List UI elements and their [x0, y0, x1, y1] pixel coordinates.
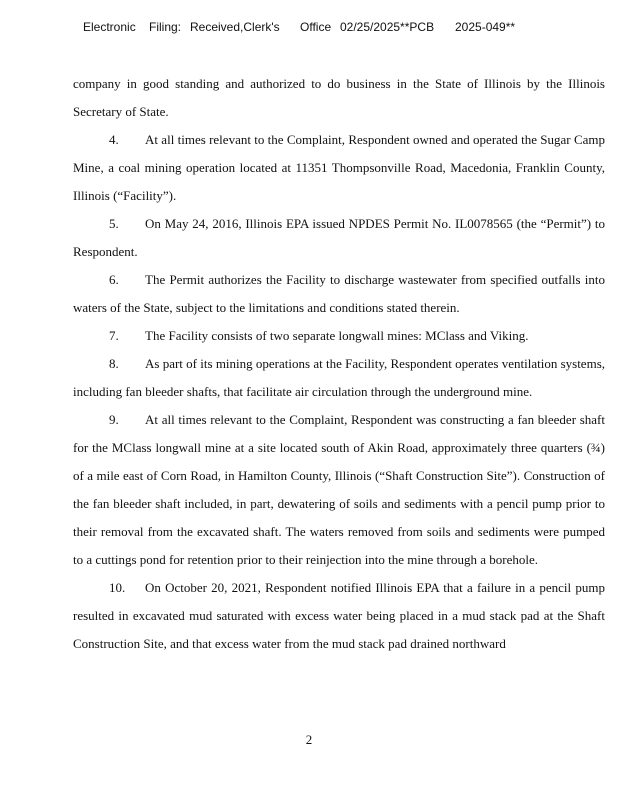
paragraph-number: 8.: [109, 356, 119, 371]
paragraph-3-continued: [73, 70, 605, 126]
paragraph-5: [73, 210, 605, 266]
header-filing: Filing:: [149, 20, 182, 34]
paragraph-text: On May 24, 2016, Illinois EPA issued NPDES Permit No. IL0078565 (the “Permit”) to Respondent.: [73, 216, 605, 259]
document-body: [73, 70, 605, 658]
paragraph-9: [73, 406, 605, 574]
paragraph-number: 10.: [109, 580, 126, 595]
paragraph-text: At all times relevant to the Complaint, Respondent was constructing a fan bleeder shaft for the MClass longwall mine at a site located south of Akin Road, approximately three quarters (¾) of a mile east of Corn Road, in Hamilton County, Illinois (“Shaft Construction Site”). Construction of the fan bleeder shaft included, in part, dewatering of soils and sediments with a pencil pump prior to their removal from the excavated shaft. The waters removed from soils and sediments were pumped to a cuttings pond for retention prior to their reinjection into the mine through a borehole.: [73, 412, 605, 567]
paragraph-8: [73, 350, 605, 406]
paragraph-7: [73, 322, 605, 350]
paragraph-number: 9.: [109, 412, 119, 427]
paragraph-10: [73, 574, 605, 658]
paragraph-text: The Facility consists of two separate longwall mines: MClass and Viking.: [145, 328, 529, 343]
header-received: Received,Clerk's: [190, 20, 280, 34]
header-case-number: 2025-049**: [455, 20, 516, 34]
header-date: 02/25/2025**PCB: [340, 20, 435, 34]
paragraph-text: As part of its mining operations at the Facility, Respondent operates ventilation systems, including fan bleeder shafts, that facilitate air circulation through the underground mine.: [73, 356, 605, 399]
page-number: 2: [305, 732, 313, 747]
header-office: Office: [300, 20, 332, 34]
header-electronic: Electronic: [83, 20, 136, 34]
paragraph-text: company in good standing and authorized to do business in the State of Illinois by the Illinois Secretary of State.: [73, 76, 605, 119]
paragraph-text: At all times relevant to the Complaint, Respondent owned and operated the Sugar Camp Mine, a coal mining operation located at 11351 Thompsonville Road, Macedonia, Franklin County, Illinois (“Facility”).: [73, 132, 605, 203]
paragraph-text: On October 20, 2021, Respondent notified Illinois EPA that a failure in a pencil pump resulted in excavated mud saturated with excess water being placed in a mud stack pad at the Shaft Construction Site, and that excess water from the mud stack pad drained northward: [73, 580, 605, 651]
paragraph-number: 6.: [109, 272, 119, 287]
paragraph-number: 4.: [109, 132, 119, 147]
efiling-header: [83, 20, 543, 36]
paragraph-number: 7.: [109, 328, 119, 343]
paragraph-4: [73, 126, 605, 210]
paragraph-text: The Permit authorizes the Facility to discharge wastewater from specified outfalls into waters of the State, subject to the limitations and conditions stated therein.: [73, 272, 605, 315]
paragraph-6: [73, 266, 605, 322]
paragraph-number: 5.: [109, 216, 119, 231]
